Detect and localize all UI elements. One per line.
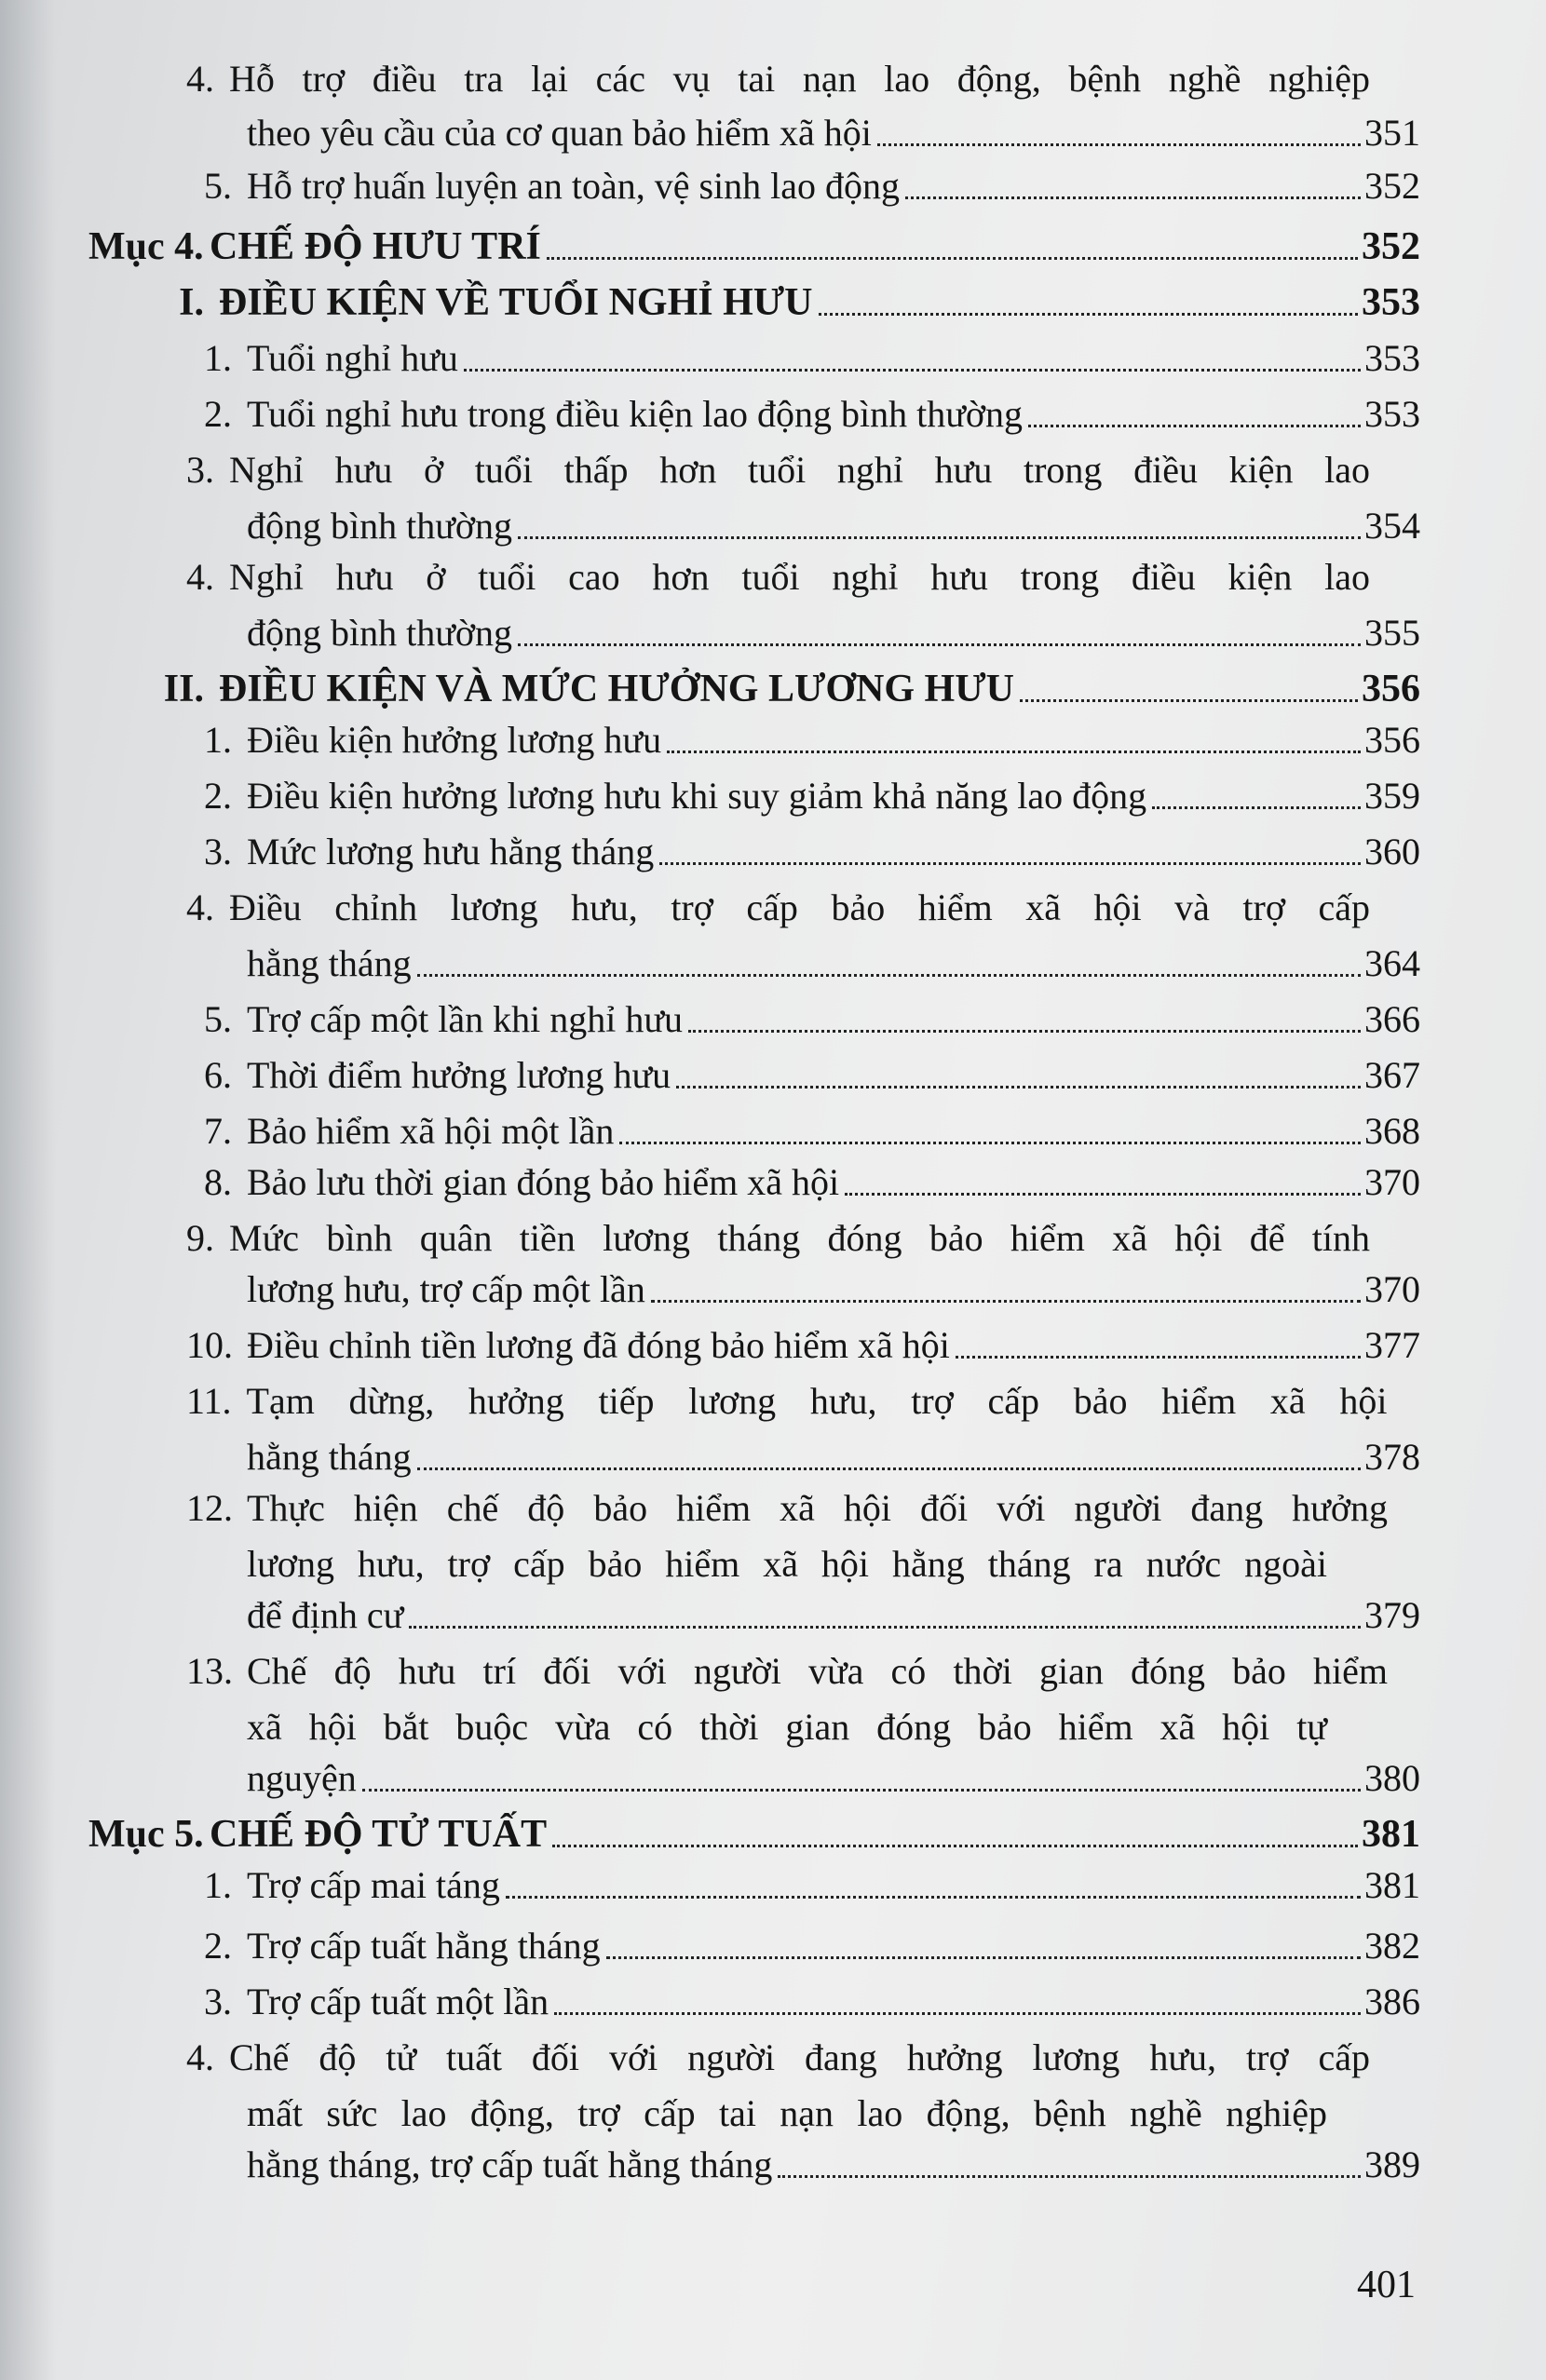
toc-entry-number: 8. <box>204 1161 232 1203</box>
toc-entry-title: để định cư <box>247 1594 404 1636</box>
toc-page-number: 366 <box>1364 998 1420 1040</box>
toc-entry-line <box>186 163 1420 210</box>
dot-leader <box>1020 699 1358 702</box>
toc-entry-title: Điều chỉnh lương hưu, trợ cấp bảo hiểm xã hội và trợ cấp <box>229 886 1370 928</box>
toc-entry-line <box>186 829 1420 875</box>
toc-entry-number: 4. <box>186 58 214 100</box>
toc-entry-title: Trợ cấp tuất hằng tháng <box>247 1925 601 1967</box>
toc-entry-title: hằng tháng <box>247 1436 412 1478</box>
toc-entry-line <box>247 1434 1420 1481</box>
toc-entry-line <box>186 996 1420 1043</box>
toc-entry-title: Chế độ tử tuất đối với người đang hưởng lương hưu, trợ cấp <box>229 2036 1370 2078</box>
toc-entry-number: 10. <box>186 1324 233 1366</box>
toc-entry-line <box>186 1648 1388 1695</box>
dot-leader <box>1028 425 1361 427</box>
toc-entry-number: 2. <box>204 775 232 817</box>
toc-entry-title: nguyện <box>247 1757 357 1799</box>
toc-entry-number: 7. <box>204 1110 232 1152</box>
toc-page-number: 389 <box>1364 2143 1420 2185</box>
dot-leader <box>554 2012 1361 2015</box>
toc-entry-title: Nghỉ hưu ở tuổi cao hơn tuổi nghỉ hưu trong điều kiện lao <box>229 556 1370 598</box>
dot-leader <box>956 1356 1361 1359</box>
dot-leader <box>778 2175 1361 2178</box>
toc-entry-line <box>158 666 1420 712</box>
toc-entry-title: CHẾ ĐỘ HƯU TRÍ <box>210 225 541 268</box>
toc-page-number: 377 <box>1364 1324 1420 1366</box>
toc-entry-number: I. <box>179 281 204 324</box>
toc-page-number: 381 <box>1362 1813 1420 1856</box>
toc-page-number: 378 <box>1364 1436 1420 1478</box>
dot-leader <box>819 313 1358 316</box>
dot-leader <box>506 1896 1361 1899</box>
toc-entry-line <box>247 1704 1327 1751</box>
toc-entry-line <box>186 1052 1420 1099</box>
dot-leader <box>464 369 1361 372</box>
toc-entry-title: ĐIỀU KIỆN VỀ TUỔI NGHỈ HƯU <box>219 281 813 324</box>
toc-entry-line <box>247 940 1420 987</box>
toc-entry-number: 1. <box>204 719 232 761</box>
toc-entry-title: Tuổi nghỉ hưu trong điều kiện lao động bình thường <box>247 393 1024 435</box>
toc-entry-line <box>186 773 1420 819</box>
toc-entry-title: Trợ cấp một lần khi nghỉ hưu <box>247 998 684 1040</box>
toc-entry-line <box>186 335 1420 382</box>
toc-entry-number: 3. <box>204 1981 232 2022</box>
dot-leader <box>659 862 1361 865</box>
dot-leader <box>417 974 1361 977</box>
dot-leader <box>547 257 1358 260</box>
toc-entry-number: 4. <box>186 886 214 928</box>
toc-entry-number: 2. <box>204 393 232 435</box>
toc-page-number: 370 <box>1364 1268 1420 1310</box>
dot-leader <box>518 643 1361 646</box>
toc-entry-line <box>247 1541 1327 1588</box>
toc-entry-line <box>88 1811 1420 1858</box>
toc-entry-title: ĐIỀU KIỆN VÀ MỨC HƯỞNG LƯƠNG HƯU <box>219 668 1014 710</box>
toc-entry-title: Bảo hiểm xã hội một lần <box>247 1110 615 1152</box>
toc-entry-number: 1. <box>204 337 232 379</box>
toc-entry-line <box>247 1592 1420 1639</box>
toc-page-number: 380 <box>1364 1757 1420 1799</box>
dot-leader <box>651 1300 1361 1303</box>
toc-entry-number: Mục 5. <box>88 1813 204 1856</box>
dot-leader <box>667 751 1361 753</box>
toc-entry-number: 13. <box>186 1650 233 1692</box>
toc-entry-number: Mục 4. <box>88 225 204 268</box>
toc-entry-number: 3. <box>204 831 232 872</box>
toc-entry-line <box>247 610 1420 656</box>
toc-entry-title: mất sức lao động, trợ cấp tai nạn lao động, bệnh nghề nghiệp <box>247 2092 1327 2134</box>
toc-entry-title: hằng tháng <box>247 942 412 984</box>
toc-entry-title: lương hưu, trợ cấp bảo hiểm xã hội hằng tháng ra nước ngoài <box>247 1543 1327 1585</box>
toc-entry-line <box>186 1485 1388 1532</box>
toc-entry-number: 2. <box>204 1925 232 1967</box>
toc-page-number: 364 <box>1364 942 1420 984</box>
toc-entry-line <box>186 885 1370 931</box>
toc-entry-number: 1. <box>204 1864 232 1906</box>
toc-page-number: 381 <box>1364 1864 1420 1906</box>
dot-leader <box>905 196 1361 199</box>
toc-entry-line <box>186 447 1370 494</box>
toc-page-number: 356 <box>1362 668 1420 710</box>
toc-entry-title: xã hội bắt buộc vừa có thời gian đóng bảo hiểm xã hội tự <box>247 1706 1327 1748</box>
dot-leader <box>877 143 1361 146</box>
toc-entry-line <box>247 2142 1420 2188</box>
toc-entry-number: 6. <box>204 1054 232 1096</box>
toc-entry-line <box>186 1862 1420 1909</box>
toc-page-number: 386 <box>1364 1981 1420 2022</box>
toc-page-number: 356 <box>1364 719 1420 761</box>
toc-entry-line <box>186 56 1370 102</box>
toc-entry-line <box>247 503 1420 549</box>
toc-entry-number: 12. <box>186 1487 233 1529</box>
toc-page-number: 382 <box>1364 1925 1420 1967</box>
toc-entry-title: Hỗ trợ huấn luyện an toàn, vệ sinh lao động <box>247 165 901 207</box>
toc-page-number: 367 <box>1364 1054 1420 1096</box>
toc-entry-line <box>186 717 1420 764</box>
toc-entry-line <box>186 2035 1370 2081</box>
toc-page-number: 352 <box>1364 165 1420 207</box>
toc-entry-title: Điều kiện hưởng lương hưu khi suy giảm khả năng lao động <box>247 775 1147 817</box>
toc-entry-line <box>247 1266 1420 1313</box>
toc-entry-line <box>186 1215 1370 1262</box>
toc-entry-title: Điều chỉnh tiền lương đã đóng bảo hiểm xã hội <box>247 1324 950 1366</box>
toc-entry-title: Tạm dừng, hưởng tiếp lương hưu, trợ cấp bảo hiểm xã hội <box>246 1380 1388 1422</box>
toc-entry-title: Bảo lưu thời gian đóng bảo hiểm xã hội <box>247 1161 840 1203</box>
toc-entry-line <box>186 391 1420 438</box>
toc-entry-line <box>88 223 1420 270</box>
dot-leader <box>409 1626 1361 1629</box>
toc-entry-line <box>158 279 1420 326</box>
toc-entry-line <box>247 1755 1420 1802</box>
toc-page-number: 353 <box>1364 337 1420 379</box>
toc-entry-line <box>186 1923 1420 1969</box>
toc-entry-title: Chế độ hưu trí đối với người vừa có thời gian đóng bảo hiểm <box>247 1650 1388 1692</box>
toc-page-number: 351 <box>1364 112 1420 154</box>
toc-entry-line <box>186 1159 1420 1206</box>
toc-entry-line <box>186 1979 1420 2025</box>
dot-leader <box>362 1789 1361 1792</box>
toc-entry-title: Mức lương hưu hằng tháng <box>247 831 655 872</box>
toc-entry-number: 4. <box>186 2036 214 2078</box>
toc-entry-title: Trợ cấp mai táng <box>247 1864 500 1906</box>
toc-page-number: 360 <box>1364 831 1420 872</box>
toc-entry-line <box>247 2090 1327 2137</box>
toc-entry-title: theo yêu cầu của cơ quan bảo hiểm xã hội <box>247 112 872 154</box>
toc-page-number: 355 <box>1364 612 1420 654</box>
dot-leader <box>417 1467 1361 1470</box>
toc-entry-title: Nghỉ hưu ở tuổi thấp hơn tuổi nghỉ hưu trong điều kiện lao <box>229 449 1370 491</box>
dot-leader <box>1152 806 1361 809</box>
toc-entry-title: Trợ cấp tuất một lần <box>247 1981 549 2022</box>
toc-entry-number: 3. <box>186 449 214 491</box>
toc-entry-title: Mức bình quân tiền lương tháng đóng bảo hiểm xã hội để tính <box>229 1217 1370 1259</box>
toc-entry-title: Điều kiện hưởng lương hưu <box>247 719 662 761</box>
toc-entry-number: II. <box>163 668 204 710</box>
toc-entry-title: động bình thường <box>247 612 513 654</box>
dot-leader <box>688 1030 1361 1033</box>
toc-entry-line <box>247 110 1420 156</box>
toc-page-number: 368 <box>1364 1110 1420 1152</box>
toc-page-number: 379 <box>1364 1594 1420 1636</box>
toc-entry-title: động bình thường <box>247 505 513 547</box>
toc-entry-line <box>186 1378 1388 1425</box>
toc-page-number: 353 <box>1362 281 1420 324</box>
toc-page-number: 354 <box>1364 505 1420 547</box>
toc-entry-line <box>186 1322 1420 1369</box>
dot-leader <box>676 1086 1361 1089</box>
toc-entry-number: 4. <box>186 556 214 598</box>
toc-entry-number: 11. <box>186 1380 232 1422</box>
page-number: 401 <box>1357 2264 1416 2306</box>
toc-page-number: 370 <box>1364 1161 1420 1203</box>
toc-entry-number: 5. <box>204 165 232 207</box>
toc-page-number: 353 <box>1364 393 1420 435</box>
dot-leader <box>518 536 1361 539</box>
dot-leader <box>606 1956 1361 1959</box>
toc-entry-title: hằng tháng, trợ cấp tuất hằng tháng <box>247 2143 773 2185</box>
toc-page-number: 359 <box>1364 775 1420 817</box>
dot-leader <box>845 1193 1361 1196</box>
toc-entry-number: 5. <box>204 998 232 1040</box>
toc-entry-title: lương hưu, trợ cấp một lần <box>247 1268 645 1310</box>
dot-leader <box>552 1845 1358 1847</box>
toc-page-number: 352 <box>1362 225 1420 268</box>
dot-leader <box>619 1142 1361 1144</box>
toc-entry-title: Tuổi nghỉ hưu <box>247 337 458 379</box>
toc-entry-line <box>186 554 1370 601</box>
toc-entry-title: CHẾ ĐỘ TỬ TUẤT <box>210 1813 548 1856</box>
toc-entry-title: Thực hiện chế độ bảo hiểm xã hội đối với người đang hưởng <box>247 1487 1388 1529</box>
toc-entry-number: 9. <box>186 1217 214 1259</box>
toc-entry-title: Hỗ trợ điều tra lại các vụ tai nạn lao động, bệnh nghề nghiệp <box>229 58 1370 100</box>
toc-entry-title: Thời điểm hưởng lương hưu <box>247 1054 671 1096</box>
toc-entry-line <box>186 1108 1420 1155</box>
